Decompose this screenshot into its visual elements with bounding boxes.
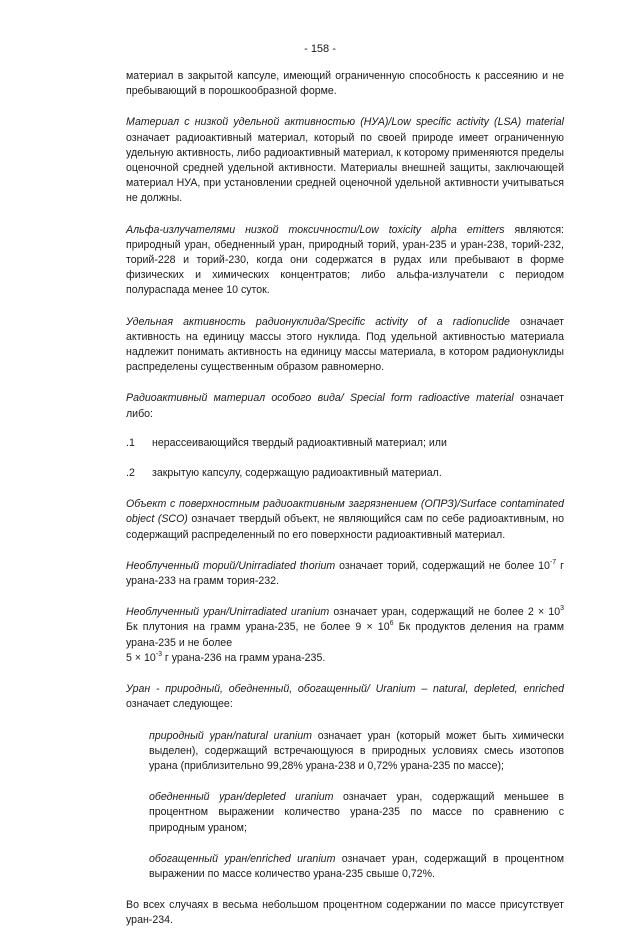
definition-unirradiated-thorium [126,559,564,589]
term-uranium-kinds: Уран - природный, обедненный, обогащенный/ Uranium – natural, depleted, enriched [126,683,564,696]
definition-uranium-kinds [126,682,564,712]
definition-sco-text: означает твердый объект, не являющийся сам по себе радиоактивным, но содержащий распределенный по его поверхности радиоактивный материал. [126,513,564,541]
subdefinition-enriched-uranium [149,852,564,882]
uranium-exponent-a: 3 [560,605,564,613]
term-unirradiated-uranium: Необлученный уран/Unirradiated uranium [126,606,330,619]
list-item [126,466,564,481]
definition-lsa-material [126,115,564,206]
term-sco: Объект с поверхностным радиоактивным загрязнением (ОПРЗ)/Surface contaminated object (SCO) [126,498,564,526]
list-item-text: закрытую капсулу, содержащую радиоактивный материал. [152,467,442,480]
uranium-exponent-c: -3 [155,650,162,658]
uranium-exponent-b: 6 [389,620,394,628]
paragraph-uranium-234: Во всех случаях в весьма небольшом процентном содержании по массе присутствует уран-234. [126,899,564,927]
definition-alpha-text: являются: природный уран, обедненный уран, природный торий, уран-235 и уран-238, торий-232, торий-228 и торий-230, когда они содержатся в рудах или пребывают в форме физических и химических концентратов; либо альфа-излучатели с периодом полураспада менее 10 суток. [126,223,564,297]
uranium-text-b: Бк плутония на грамм урана-235, не более 9 × 10 [126,621,390,634]
term-natural-uranium: природный уран/natural uranium [149,729,312,742]
paragraph-capsule-continuation: материал в закрытой капсуле, имеющий ограниченную способность к рассеянию и не пребывающий в порошкообразной форме. [126,70,564,98]
list-item-number: .1 [126,436,135,449]
term-unirradiated-thorium: Необлученный торий/Unirradiated thorium [126,559,336,572]
thorium-text-a: означает торий, содержащий не более 10 [335,559,550,572]
page-content [126,69,564,945]
term-depleted-uranium: обедненный уран/depleted uranium [149,791,334,804]
definition-unirradiated-uranium [126,605,564,666]
thorium-text-b: г урана-233 на грамм тория-232. [126,559,565,588]
definition-sco [126,497,564,543]
subdefinition-depleted-uranium [149,790,564,836]
uranium-text-a: означает уран, содержащий не более 2 × 10 [329,606,561,619]
list-item-text: нерассеивающийся твердый радиоактивный материал; или [152,436,447,449]
depleted-uranium-text: означает уран, содержащий меньшее в процентном выражении количество урана-235 по массе по сравнению с природным ураном; [149,791,564,834]
uranium-text-d: 5 × 10 [126,651,156,664]
subdefinition-natural-uranium [149,729,564,775]
list-item-number: .2 [126,467,135,480]
term-lsa-material: Материал с низкой удельной активностью (НУА)/Low specific activity (LSA) material [126,116,564,129]
natural-uranium-text: означает уран (который может быть химически выделен), содержащий встречающуюся в природных условиях смесь изотопов урана (приблизительно 99,28% урана-238 и 0,72% урана-235 по массе); [149,729,564,772]
uranium-text-c: Бк продуктов деления на грамм урана-235 и не более [126,621,564,649]
definition-specific-activity [126,315,564,376]
definition-lsa-text: означает радиоактивный материал, который по своей природе имеет ограниченную удельную активность, либо радиоактивный материал, к которому применяются пределы оценочной средней удельной активности. Материалы внешней защиты, заключающей материал НУА, при установлении средней оценочной удельной активности учитываться не должны. [126,131,564,205]
term-specific-activity: Удельная активность радионуклида/Specific activity of a radionuclide [126,315,510,328]
thorium-exponent: -7 [549,558,557,566]
definition-special-form [126,391,564,421]
page-number: - 158 - [304,43,336,55]
list-item [126,436,564,451]
uranium-text-e: г урана-236 на грамм урана-235. [161,651,326,664]
term-enriched-uranium: обогащенный уран/enriched uranium [149,852,336,865]
definition-specific-text: означает активность на единицу массы этого нуклида. Под удельной активностью материала надлежит понимать активность на единицу массы материала, в котором радионуклиды распределены существенным образом равномерно. [126,315,564,374]
term-low-toxicity-alpha: Альфа-излучателями низкой токсичности/Low toxicity alpha emitters [126,223,505,236]
term-special-form: Радиоактивный материал особого вида/ Special form radioactive material [126,392,514,405]
definition-low-toxicity-alpha [126,223,564,299]
definition-kinds-text: означает следующее: [126,698,233,711]
enriched-uranium-text: означает уран, содержащий в процентном выражении по массе количество урана-235 свыше 0,72%. [149,852,564,880]
definition-special-text: означает либо: [126,392,564,420]
